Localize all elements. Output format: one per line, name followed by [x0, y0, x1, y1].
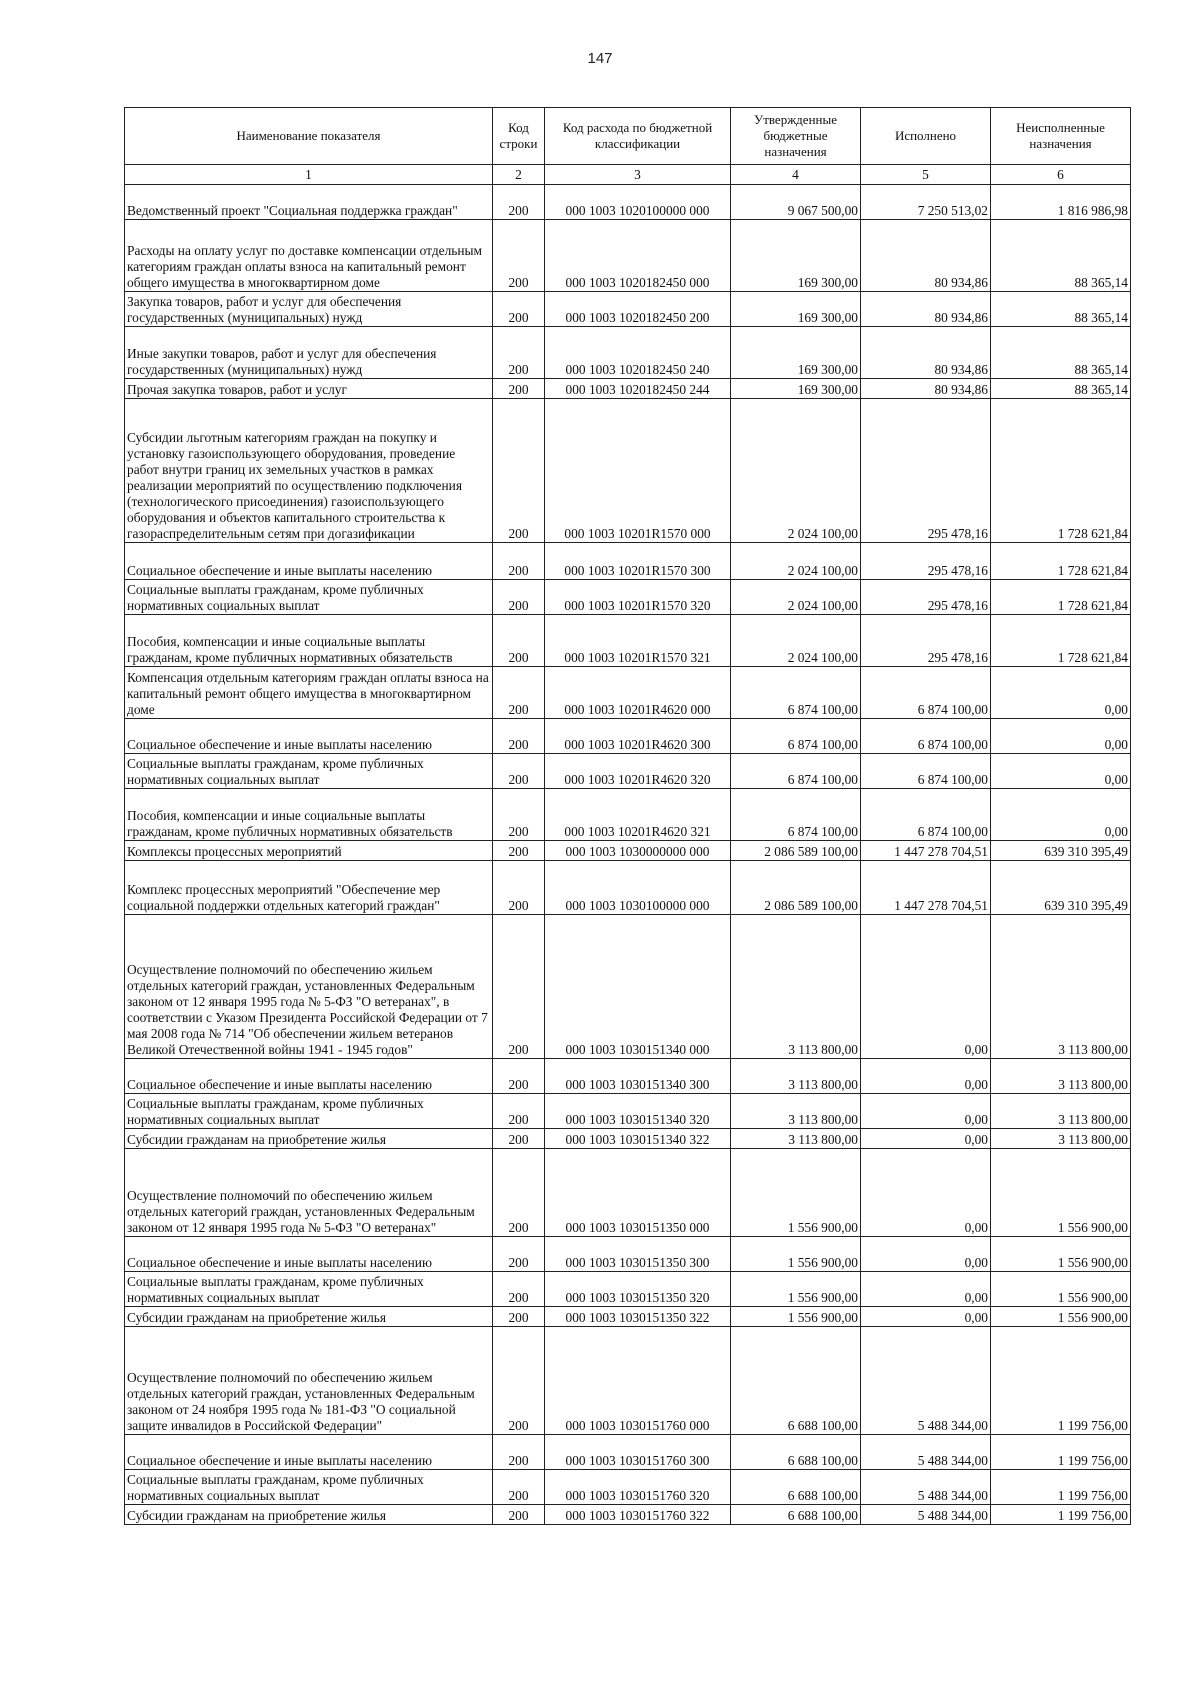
indicator-name: Социальные выплаты гражданам, кроме публичных нормативных социальных выплат [125, 1470, 493, 1505]
table-row [125, 543, 1131, 580]
indicator-name: Субсидии гражданам на приобретение жилья [125, 1129, 493, 1149]
header-budget-classification: Код расхода по бюджетной классификации [545, 108, 731, 165]
unexecuted-amount: 639 310 395,49 [991, 861, 1131, 915]
row-code: 200 [493, 1237, 545, 1272]
budget-classification-code: 000 1003 1030100000 000 [545, 861, 731, 915]
unexecuted-amount: 3 113 800,00 [991, 1094, 1131, 1129]
unexecuted-amount: 1 556 900,00 [991, 1237, 1131, 1272]
table-row [125, 754, 1131, 789]
indicator-name: Пособия, компенсации и иные социальные выплаты гражданам, кроме публичных нормативных обязательств [125, 789, 493, 841]
indicator-name: Социальное обеспечение и иные выплаты населению [125, 1237, 493, 1272]
unexecuted-amount: 3 113 800,00 [991, 1059, 1131, 1094]
unexecuted-amount: 1 199 756,00 [991, 1470, 1131, 1505]
approved-amount: 3 113 800,00 [731, 1059, 861, 1094]
approved-amount: 1 556 900,00 [731, 1149, 861, 1237]
approved-amount: 6 874 100,00 [731, 667, 861, 719]
row-code: 200 [493, 327, 545, 379]
indicator-name: Осуществление полномочий по обеспечению жильем отдельных категорий граждан, установленных Федеральным законом от 24 ноября 1995 года № 181-ФЗ "О социальной защите инвалидов в Российской Федерации" [125, 1327, 493, 1435]
row-code: 200 [493, 543, 545, 580]
unexecuted-amount: 1 816 986,98 [991, 185, 1131, 220]
row-code: 200 [493, 1129, 545, 1149]
indicator-name: Осуществление полномочий по обеспечению жильем отдельных категорий граждан, установленных Федеральным законом от 12 января 1995 года № 5-ФЗ "О ветеранах" [125, 1149, 493, 1237]
row-code: 200 [493, 399, 545, 543]
indicator-name: Расходы на оплату услуг по доставке компенсации отдельным категориям граждан оплаты взноса на капитальный ремонт общего имущества в многоквартирном доме [125, 220, 493, 292]
row-code: 200 [493, 841, 545, 861]
approved-amount: 6 688 100,00 [731, 1505, 861, 1525]
budget-classification-code: 000 1003 1030151760 320 [545, 1470, 731, 1505]
unexecuted-amount: 1 556 900,00 [991, 1272, 1131, 1307]
indicator-name: Комплексы процессных мероприятий [125, 841, 493, 861]
header-approved: Утвержденные бюджетные назначения [731, 108, 861, 165]
row-code: 200 [493, 220, 545, 292]
executed-amount: 0,00 [861, 1149, 991, 1237]
executed-amount: 0,00 [861, 1129, 991, 1149]
unexecuted-amount: 0,00 [991, 789, 1131, 841]
table-row [125, 327, 1131, 379]
budget-classification-code: 000 1003 1030151340 320 [545, 1094, 731, 1129]
table-row [125, 1505, 1131, 1525]
unexecuted-amount: 0,00 [991, 754, 1131, 789]
executed-amount: 295 478,16 [861, 615, 991, 667]
column-number: 4 [731, 165, 861, 185]
approved-amount: 1 556 900,00 [731, 1237, 861, 1272]
budget-classification-code: 000 1003 10201R1570 300 [545, 543, 731, 580]
approved-amount: 2 086 589 100,00 [731, 841, 861, 861]
budget-classification-code: 000 1003 1020100000 000 [545, 185, 731, 220]
approved-amount: 6 688 100,00 [731, 1327, 861, 1435]
indicator-name: Субсидии гражданам на приобретение жилья [125, 1505, 493, 1525]
budget-classification-code: 000 1003 1030151350 320 [545, 1272, 731, 1307]
row-code: 200 [493, 861, 545, 915]
executed-amount: 6 874 100,00 [861, 667, 991, 719]
row-code: 200 [493, 719, 545, 754]
approved-amount: 3 113 800,00 [731, 1094, 861, 1129]
budget-classification-code: 000 1003 10201R1570 321 [545, 615, 731, 667]
unexecuted-amount: 0,00 [991, 719, 1131, 754]
indicator-name: Социальное обеспечение и иные выплаты населению [125, 1435, 493, 1470]
approved-amount: 2 024 100,00 [731, 615, 861, 667]
indicator-name: Социальные выплаты гражданам, кроме публичных нормативных социальных выплат [125, 580, 493, 615]
unexecuted-amount: 88 365,14 [991, 220, 1131, 292]
budget-classification-code: 000 1003 1020182450 240 [545, 327, 731, 379]
budget-classification-code: 000 1003 1030151340 300 [545, 1059, 731, 1094]
executed-amount: 5 488 344,00 [861, 1435, 991, 1470]
budget-classification-code: 000 1003 1030151350 000 [545, 1149, 731, 1237]
column-number: 6 [991, 165, 1131, 185]
table-row [125, 580, 1131, 615]
executed-amount: 0,00 [861, 1307, 991, 1327]
budget-classification-code: 000 1003 1030151760 300 [545, 1435, 731, 1470]
executed-amount: 80 934,86 [861, 327, 991, 379]
indicator-name: Прочая закупка товаров, работ и услуг [125, 379, 493, 399]
executed-amount: 6 874 100,00 [861, 754, 991, 789]
executed-amount: 80 934,86 [861, 292, 991, 327]
indicator-name: Субсидии гражданам на приобретение жилья [125, 1307, 493, 1327]
executed-amount: 1 447 278 704,51 [861, 841, 991, 861]
budget-classification-code: 000 1003 1030151350 300 [545, 1237, 731, 1272]
budget-classification-code: 000 1003 10201R4620 321 [545, 789, 731, 841]
row-code: 200 [493, 1059, 545, 1094]
indicator-name: Социальные выплаты гражданам, кроме публичных нормативных социальных выплат [125, 1094, 493, 1129]
table-row [125, 1129, 1131, 1149]
unexecuted-amount: 88 365,14 [991, 379, 1131, 399]
indicator-name: Пособия, компенсации и иные социальные выплаты гражданам, кроме публичных нормативных обязательств [125, 615, 493, 667]
executed-amount: 0,00 [861, 1094, 991, 1129]
executed-amount: 6 874 100,00 [861, 789, 991, 841]
budget-classification-code: 000 1003 1030151760 000 [545, 1327, 731, 1435]
indicator-name: Закупка товаров, работ и услуг для обеспечения государственных (муниципальных) нужд [125, 292, 493, 327]
approved-amount: 169 300,00 [731, 327, 861, 379]
header-row-code: Код строки [493, 108, 545, 165]
budget-execution-table [124, 107, 1131, 1525]
approved-amount: 6 874 100,00 [731, 719, 861, 754]
approved-amount: 1 556 900,00 [731, 1307, 861, 1327]
approved-amount: 9 067 500,00 [731, 185, 861, 220]
column-number: 5 [861, 165, 991, 185]
table-row [125, 861, 1131, 915]
approved-amount: 2 086 589 100,00 [731, 861, 861, 915]
unexecuted-amount: 1 728 621,84 [991, 399, 1131, 543]
budget-classification-code: 000 1003 1030151340 322 [545, 1129, 731, 1149]
row-code: 200 [493, 292, 545, 327]
indicator-name: Социальные выплаты гражданам, кроме публичных нормативных социальных выплат [125, 1272, 493, 1307]
table-row [125, 615, 1131, 667]
column-number: 2 [493, 165, 545, 185]
table-body [125, 185, 1131, 1525]
row-code: 200 [493, 185, 545, 220]
column-number: 3 [545, 165, 731, 185]
executed-amount: 80 934,86 [861, 379, 991, 399]
executed-amount: 0,00 [861, 1059, 991, 1094]
column-number-row [125, 165, 1131, 185]
executed-amount: 0,00 [861, 915, 991, 1059]
unexecuted-amount: 1 556 900,00 [991, 1149, 1131, 1237]
budget-classification-code: 000 1003 1020182450 244 [545, 379, 731, 399]
executed-amount: 5 488 344,00 [861, 1327, 991, 1435]
indicator-name: Ведомственный проект "Социальная поддержка граждан" [125, 185, 493, 220]
row-code: 200 [493, 580, 545, 615]
approved-amount: 2 024 100,00 [731, 580, 861, 615]
table-row [125, 719, 1131, 754]
executed-amount: 295 478,16 [861, 543, 991, 580]
table-row [125, 1470, 1131, 1505]
table-row [125, 1149, 1131, 1237]
table-row [125, 1237, 1131, 1272]
unexecuted-amount: 0,00 [991, 667, 1131, 719]
row-code: 200 [493, 1470, 545, 1505]
table-row [125, 1094, 1131, 1129]
approved-amount: 6 688 100,00 [731, 1435, 861, 1470]
indicator-name: Иные закупки товаров, работ и услуг для обеспечения государственных (муниципальных) нужд [125, 327, 493, 379]
executed-amount: 295 478,16 [861, 399, 991, 543]
row-code: 200 [493, 1307, 545, 1327]
table-row [125, 1059, 1131, 1094]
budget-classification-code: 000 1003 10201R1570 000 [545, 399, 731, 543]
unexecuted-amount: 88 365,14 [991, 327, 1131, 379]
unexecuted-amount: 88 365,14 [991, 292, 1131, 327]
unexecuted-amount: 1 728 621,84 [991, 615, 1131, 667]
indicator-name: Социальное обеспечение и иные выплаты населению [125, 1059, 493, 1094]
table-row [125, 841, 1131, 861]
table-row [125, 1272, 1131, 1307]
budget-classification-code: 000 1003 10201R4620 320 [545, 754, 731, 789]
approved-amount: 6 874 100,00 [731, 754, 861, 789]
table-row [125, 1307, 1131, 1327]
table-row [125, 789, 1131, 841]
budget-classification-code: 000 1003 1030151340 000 [545, 915, 731, 1059]
approved-amount: 6 688 100,00 [731, 1470, 861, 1505]
column-number: 1 [125, 165, 493, 185]
approved-amount: 1 556 900,00 [731, 1272, 861, 1307]
table-row [125, 399, 1131, 543]
indicator-name: Социальное обеспечение и иные выплаты населению [125, 719, 493, 754]
row-code: 200 [493, 1272, 545, 1307]
indicator-name: Осуществление полномочий по обеспечению жильем отдельных категорий граждан, установленных Федеральным законом от 12 января 1995 года № 5-ФЗ "О ветеранах", в соответствии с Указом Президента Российской Федерации от 7 мая 2008 года № 714 "Об обеспечении жильем ветеранов Великой Отечественной войны 1941 - 1945 годов" [125, 915, 493, 1059]
row-code: 200 [493, 1149, 545, 1237]
budget-classification-code: 000 1003 10201R4620 000 [545, 667, 731, 719]
table-row [125, 1327, 1131, 1435]
executed-amount: 5 488 344,00 [861, 1470, 991, 1505]
row-code: 200 [493, 1094, 545, 1129]
unexecuted-amount: 3 113 800,00 [991, 915, 1131, 1059]
indicator-name: Комплекс процессных мероприятий "Обеспечение мер социальной поддержки отдельных категорий граждан" [125, 861, 493, 915]
budget-classification-code: 000 1003 1030151760 322 [545, 1505, 731, 1525]
header-indicator-name: Наименование показателя [125, 108, 493, 165]
table-header-row [125, 108, 1131, 165]
approved-amount: 2 024 100,00 [731, 399, 861, 543]
unexecuted-amount: 1 199 756,00 [991, 1327, 1131, 1435]
table-row [125, 185, 1131, 220]
budget-classification-code: 000 1003 1030000000 000 [545, 841, 731, 861]
row-code: 200 [493, 915, 545, 1059]
executed-amount: 7 250 513,02 [861, 185, 991, 220]
approved-amount: 169 300,00 [731, 379, 861, 399]
budget-classification-code: 000 1003 1020182450 200 [545, 292, 731, 327]
executed-amount: 295 478,16 [861, 580, 991, 615]
indicator-name: Субсидии льготным категориям граждан на покупку и установку газоиспользующего оборудования, проведение работ внутри границ их земельных участков в рамках реализации мероприятий по осуществлению подключения (технологического присоединения) газоиспользующего оборудования и объектов капитального строительства к газораспределительным сетям при догазификации [125, 399, 493, 543]
header-unexecuted: Неисполненные назначения [991, 108, 1131, 165]
row-code: 200 [493, 789, 545, 841]
row-code: 200 [493, 1505, 545, 1525]
row-code: 200 [493, 1435, 545, 1470]
executed-amount: 6 874 100,00 [861, 719, 991, 754]
executed-amount: 5 488 344,00 [861, 1505, 991, 1525]
unexecuted-amount: 1 728 621,84 [991, 580, 1131, 615]
row-code: 200 [493, 615, 545, 667]
indicator-name: Социальное обеспечение и иные выплаты населению [125, 543, 493, 580]
budget-classification-code: 000 1003 1020182450 000 [545, 220, 731, 292]
unexecuted-amount: 3 113 800,00 [991, 1129, 1131, 1149]
approved-amount: 6 874 100,00 [731, 789, 861, 841]
table-row [125, 292, 1131, 327]
budget-classification-code: 000 1003 10201R4620 300 [545, 719, 731, 754]
executed-amount: 0,00 [861, 1272, 991, 1307]
approved-amount: 2 024 100,00 [731, 543, 861, 580]
executed-amount: 0,00 [861, 1237, 991, 1272]
table-row [125, 667, 1131, 719]
row-code: 200 [493, 379, 545, 399]
table-row [125, 1435, 1131, 1470]
unexecuted-amount: 639 310 395,49 [991, 841, 1131, 861]
indicator-name: Социальные выплаты гражданам, кроме публичных нормативных социальных выплат [125, 754, 493, 789]
approved-amount: 169 300,00 [731, 292, 861, 327]
budget-classification-code: 000 1003 1030151350 322 [545, 1307, 731, 1327]
table-row [125, 379, 1131, 399]
approved-amount: 3 113 800,00 [731, 1129, 861, 1149]
approved-amount: 169 300,00 [731, 220, 861, 292]
unexecuted-amount: 1 199 756,00 [991, 1435, 1131, 1470]
page-number: 147 [587, 50, 613, 67]
row-code: 200 [493, 754, 545, 789]
row-code: 200 [493, 667, 545, 719]
table-row [125, 915, 1131, 1059]
indicator-name: Компенсация отдельным категориям граждан оплаты взноса на капитальный ремонт общего имущества в многоквартирном доме [125, 667, 493, 719]
table-row [125, 220, 1131, 292]
row-code: 200 [493, 1327, 545, 1435]
executed-amount: 1 447 278 704,51 [861, 861, 991, 915]
unexecuted-amount: 1 199 756,00 [991, 1505, 1131, 1525]
budget-classification-code: 000 1003 10201R1570 320 [545, 580, 731, 615]
unexecuted-amount: 1 556 900,00 [991, 1307, 1131, 1327]
unexecuted-amount: 1 728 621,84 [991, 543, 1131, 580]
approved-amount: 3 113 800,00 [731, 915, 861, 1059]
executed-amount: 80 934,86 [861, 220, 991, 292]
header-executed: Исполнено [861, 108, 991, 165]
